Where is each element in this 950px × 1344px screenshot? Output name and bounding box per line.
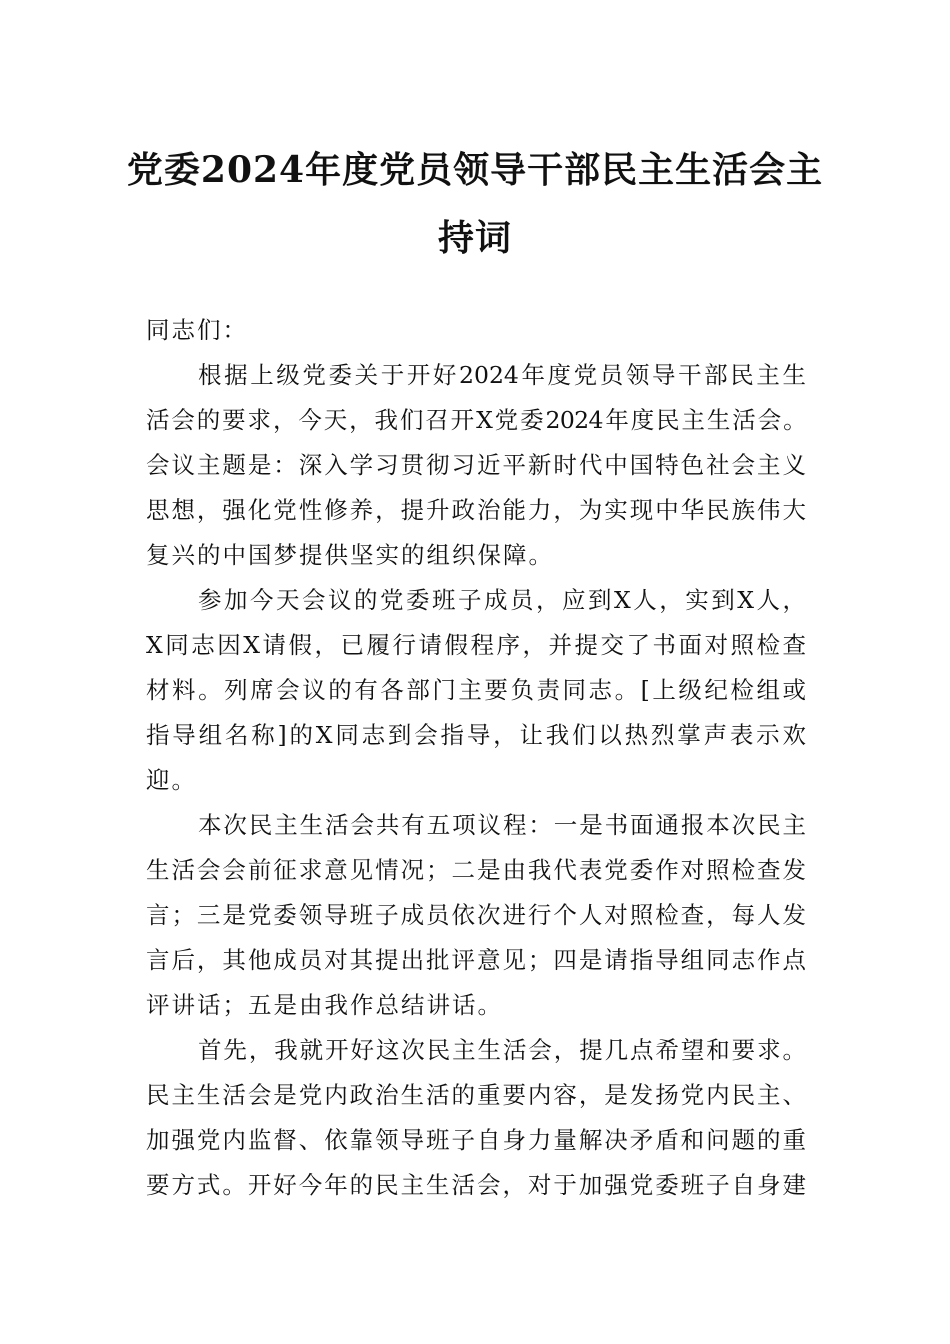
paragraph-line: 言；三是党委领导班子成员依次进行个人对照检查，每人发 <box>146 901 806 929</box>
paragraph-line: 会议主题是：深入学习贯彻习近平新时代中国特色社会主义 <box>146 451 806 479</box>
paragraph-line: 本次民主生活会共有五项议程：一是书面通报本次民主 <box>198 811 806 839</box>
paragraph-4 <box>146 1028 806 1208</box>
paragraph-line: 思想，强化党性修养，提升政治能力，为实现中华民族伟大 <box>146 496 806 524</box>
paragraph-line: X同志因X请假，已履行请假程序，并提交了书面对照检查 <box>146 631 806 659</box>
greeting-text: 同志们： <box>146 316 248 344</box>
paragraph-line: 材料。列席会议的有各部门主要负责同志。[上级纪检组或 <box>146 676 806 704</box>
paragraph-line: 首先，我就开好这次民主生活会，提几点希望和要求。 <box>198 1036 806 1064</box>
paragraph-line: 生活会会前征求意见情况；二是由我代表党委作对照检查发 <box>146 856 806 884</box>
paragraph-2 <box>146 578 806 803</box>
paragraph-line: 复兴的中国梦提供坚实的组织保障。 <box>146 541 554 569</box>
paragraph-line: 要方式。开好今年的民主生活会，对于加强党委班子自身建 <box>146 1171 806 1199</box>
greeting <box>146 308 806 353</box>
paragraph-line: 参加今天会议的党委班子成员，应到X人，实到X人， <box>198 586 806 614</box>
paragraph-line: 评讲话；五是由我作总结讲话。 <box>146 991 503 1019</box>
paragraph-line: 迎。 <box>146 766 197 794</box>
paragraph-line: 加强党内监督、依靠领导班子自身力量解决矛盾和问题的重 <box>146 1126 806 1154</box>
document-title-line-1: 党委2024年度党员领导干部民主生活会主 <box>126 149 824 191</box>
paragraph-line: 指导组名称]的X同志到会指导，让我们以热烈掌声表示欢 <box>146 721 806 749</box>
paragraph-1 <box>146 353 806 578</box>
document-title-line-2: 持词 <box>437 217 512 259</box>
paragraph-line: 活会的要求，今天，我们召开X党委2024年度民主生活会。 <box>146 406 806 434</box>
paragraph-3 <box>146 803 806 1028</box>
paragraph-line: 言后，其他成员对其提出批评意见；四是请指导组同志作点 <box>146 946 806 974</box>
paragraph-line: 根据上级党委关于开好2024年度党员领导干部民主生 <box>198 361 806 389</box>
paragraph-line: 民主生活会是党内政治生活的重要内容，是发扬党内民主、 <box>146 1081 806 1109</box>
